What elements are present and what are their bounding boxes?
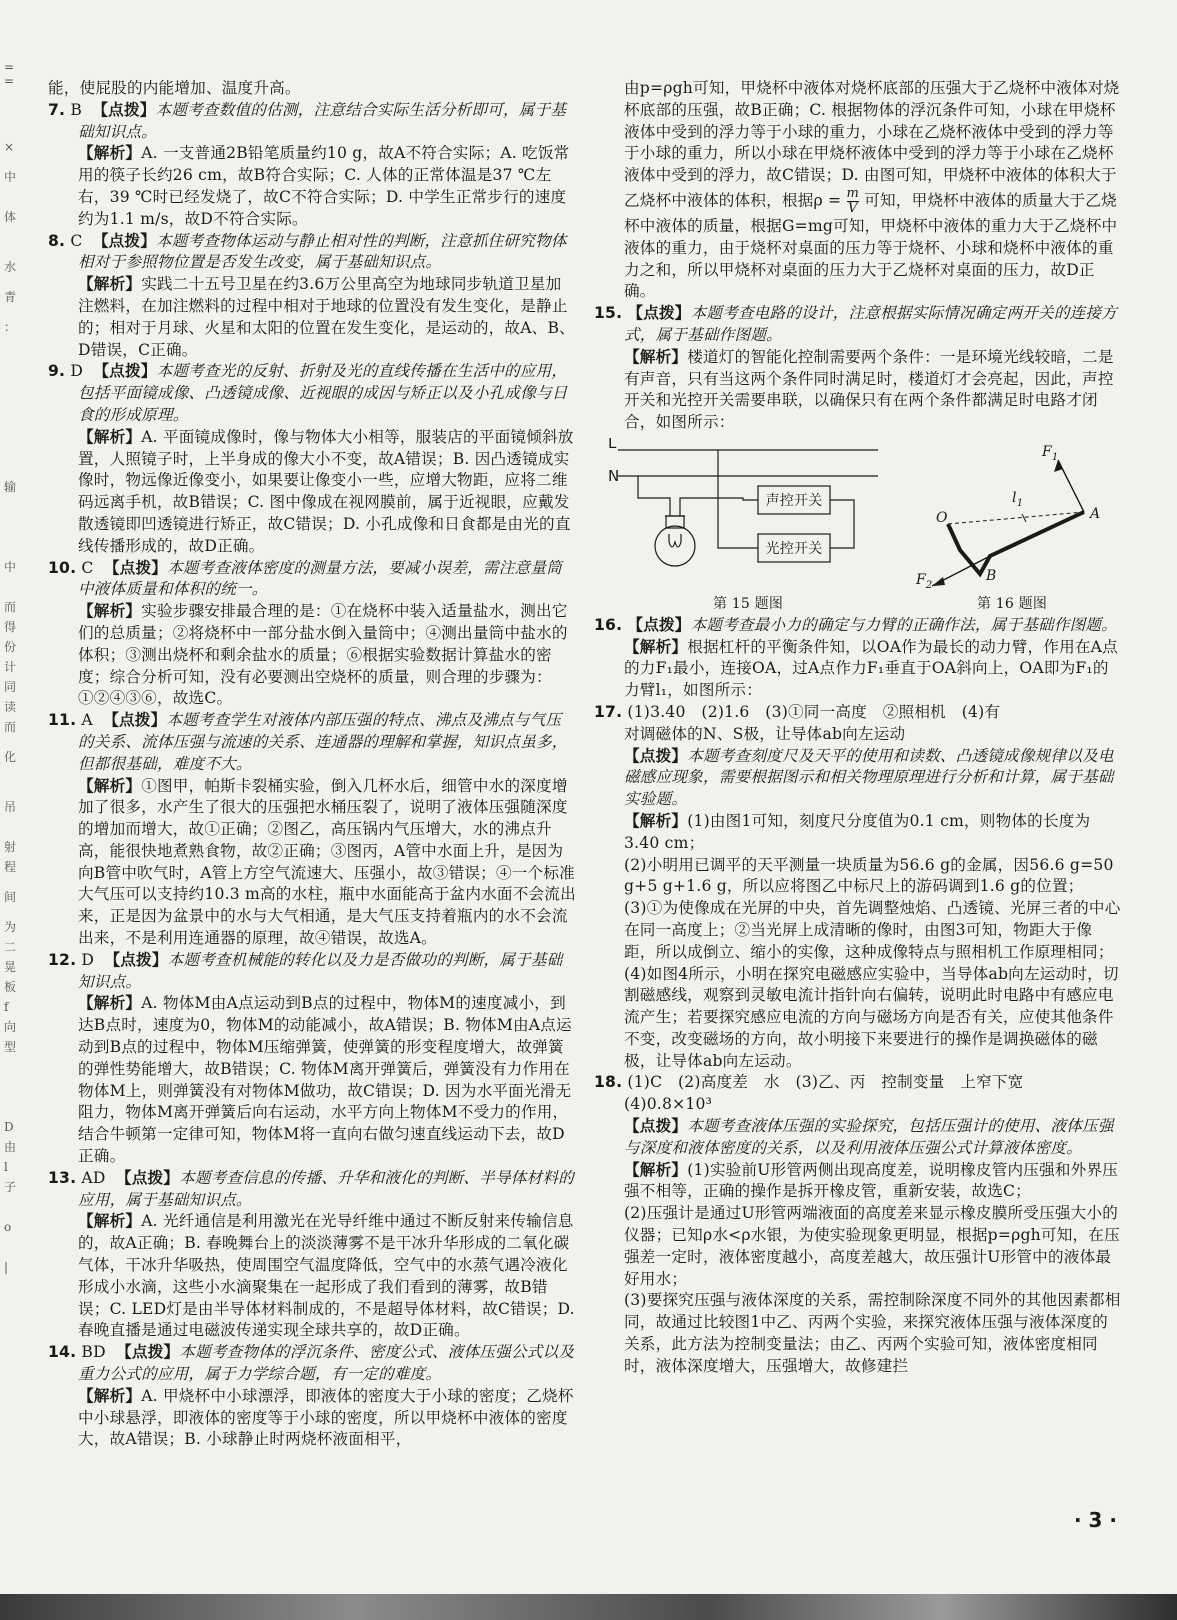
analysis-7: 【解析】A. 一支普通2B铅笔质量约10 g，故A不符合实际；A. 吃饭常用的筷子长约26 cm，故B符合实际；C. 人体的正常体温是37 ℃左右，39 ℃时已经发烧了，故C不符合实际；D. 中学生正常步行的速度约为1.1 m/s，故D不符合实际。 [78,144,570,228]
analysis-18-p3: (3)要探究压强与液体深度的关系，需控制除深度不同外的其他因素都相同，故通过比较图1中乙、丙两个实验，来探究液体压强与液体深度的关系，此方法为控制变量法；由乙、丙两个实验可知，液体密度相同时，液体深度增大，压强增大，故修建拦 [624,1291,1121,1375]
figure-15 [608,438,888,613]
question-16: 16. 【点拨】本题考查最小力的确定与力臂的正确作法，属于基础作图题。 [594,615,1118,634]
analysis-17-p4: (4)如图4所示，小明在探究电磁感应实验中，当导体ab向左运动时，切割磁感线，观察到灵敏电流计指针向右偏转，说明此时电路中有感应电流产生；若要探究感应电流的方向与磁场方向是否有关，应使其他条件不变，改变磁场的方向，故小明接下来要进行的操作是调换磁体的磁极，让导体ab向左运动。 [624,964,1119,1070]
analysis-17: 【解析】(1)由图1可知，刻度尺分度值为0.1 cm，则物体的长度为3.40 cm； [624,811,1091,852]
question-8: 8. C 【点拨】本题考查物体运动与静止相对性的判断，注意抓住研究物体相对于参照物位置是否发生改变，属于基础知识点。 [48,231,567,272]
left-column [48,78,576,1451]
binding-margin-strip [0,60,38,1580]
lamp-wire-left [638,476,670,516]
density-fraction: $\frac{m}{V}$ [846,185,860,216]
margin-glyph: 为 [4,920,17,934]
lamp-wire-top [680,498,758,516]
analysis-13: 【解析】A. 光纤通信是利用激光在光导纤维中通过不断反射来传输信息的，故A正确；B. 春晚舞台上的淡淡薄雾不是干冰升华形成的二氧化碳气体，干冰升华吸热，使周围空气温度降低，空气中的水蒸气遇冷液化形成小水滴，这些小水滴聚集在一起形成了我们看到的薄雾，故B错误；C. LED灯是由半导体材料制成的，不是超导体材料，故C错误；D. 春晚直播是通过电磁波传递实现全球共享的，故D正确。 [78,1212,575,1340]
analysis-16: 【解析】根据杠杆的平衡条件知，以OA作为最长的动力臂，作用在A点的力F₁最小，连接OA，过A点作力F₁垂直于OA斜向上，OA即为F₁的力臂l₁，如图所示： [624,637,1118,700]
question-15: 15. 【点拨】本题考查电路的设计，注意根据实际情况确定两开关的连接方式，属于基础作图题。 [594,304,1118,344]
series-link-wire [830,500,854,548]
analysis-8: 【解析】实践二十五号卫星在约3.6万公里高空为地球同步轨道卫星加注燃料，在加注燃料的过程中相对于地球的位置没有发生变化，是静止的；相对于月球、火星和太阳的位置在发生变化，是运动的，故A、B、D错误，C正确。 [78,275,575,359]
question-14: 14. BD 【点拨】本题考查物体的浮沉条件、密度公式、液体压强公式以及重力公式的应用，属于力学综合题，有一定的难度。 [48,1343,575,1384]
intro-line: 能，使屁股的内能增加、温度升高。 [48,79,301,97]
margin-glyph: 间 [4,890,17,904]
figure-16-caption: 第 16 题图 [976,595,1048,612]
margin-glyph: | [4,1260,9,1274]
question-18: 18. (1)C (2)高度差 水 (3)乙、丙 控制变量 上窄下宽 [594,1073,1024,1092]
figure-16 [902,438,1122,613]
answer-18-line2: (4)0.8×10³ [624,1095,713,1114]
analysis-14-continued: 由p=ρgh可知，甲烧杯中液体对烧杯底部的压强大于乙烧杯中液体对烧杯底部的压强，故B正确；C. 根据物体的浮沉条件可知，小球在甲烧杯液体中受到的浮力等于小球的重力，小球在乙烧杯液体中受到的浮力等于小球的重力，所以小球在甲烧杯液体中受到的浮力等于小球在乙烧杯液体中受到的浮力，故C错误；D. 由图可知，甲烧杯中液体的体积大于乙烧杯中液体的体积，根据ρ = $\frac{m}{V}$ 可知，甲烧杯中液体的质量大于乙烧杯中液体的质量，根据G=mg可知，甲烧杯中液体的重力大于乙烧杯中液体的重力，由于烧杯对桌面的压力等于烧杯、小球和烧杯中液体的重力之和，所以甲烧杯对桌面的压力大于乙烧杯对桌面的压力，故D正确。 [624,79,1120,301]
hint-17: 【点拨】本题考查刻度尺及天平的使用和读数、凸透镜成像规律以及电磁感应现象，需要根据图示和相关物理原理进行分析和计算，属于基础实验题。 [624,746,1114,809]
question-11: 11. A 【点拨】本题考查学生对液体内部压强的特点、沸点及沸点与气压的关系、流体压强与流速的关系、连通器的理解和掌握，知识点虽多，但都很基础，难度不大。 [48,711,568,773]
lever-diagram [902,438,1112,588]
margin-glyph: 子 [4,1180,17,1194]
margin-glyph: 份 [4,640,17,654]
margin-glyph: = [4,60,15,74]
circuit-diagram [608,438,888,588]
margin-glyph: 中 [4,560,17,574]
margin-glyph: l [4,1160,8,1174]
label-L: L [608,437,617,452]
lever-body [948,512,1084,574]
lamp-bulb-icon [655,526,695,566]
f2-arrow-icon [932,577,945,586]
margin-glyph: 而 [4,600,17,614]
margin-glyph: 型 [4,1040,17,1054]
margin-glyph: D [4,1120,14,1134]
margin-glyph: 晃 [4,960,17,974]
margin-glyph: 射 [4,840,17,854]
hint-18: 【点拨】本题考查液体压强的实验探究，包括压强计的使用、液体压强与深度和液体密度的关系，以及利用液体压强公式计算液体密度。 [624,1117,1114,1157]
analysis-12: 【解析】A. 物体M由A点运动到B点的过程中，物体M的速度减小，到达B点时，速度为0，物体M的动能减小，故A错误；B. 物体M由A点运动到B点的过程中，物体M压缩弹簧，使弹簧的形变程度增大，故弹簧的弹性势能增大，故B错误；C. 物体M离开弹簧后，弹簧没有力作用在物体M上，则弹簧没有对物体M做功，故C错误；D. 因为水平面光滑无阻力，物体M离开弹簧后向右运动，水平方向上物体M不受力的作用，结合牛顿第一定律可知，物体M将一直向右做匀速直线运动下去，故D正确。 [78,994,572,1166]
margin-glyph: 青 [4,290,17,304]
analysis-15: 【解析】楼道灯的智能化控制需要两个条件：一是环境光线较暗，二是有声音，只有当这两个条件同时满足时，楼道灯才会亮起，因此，声控开关和光控开关需要串联，以确保只有在两个条件都满足时电路才闭合，如图所示： [624,347,1114,432]
margin-glyph: 中 [4,170,17,184]
margin-glyph: 计 [4,660,17,674]
page-number: · 3 · [1073,1508,1117,1532]
margin-glyph: 二 [4,940,17,954]
point-o-label: O [936,509,948,526]
analysis-14: 【解析】A. 甲烧杯中小球漂浮，即液体的密度大于小球的密度；乙烧杯中小球悬浮，即液体的密度等于小球的密度，所以甲烧杯中液体的密度大，故A错误；B. 小球静止时两烧杯液面相平， [78,1386,574,1449]
question-17: 17. (1)3.40 (2)1.6 (3)①同一高度 ②照相机 (4)有 [594,702,1001,721]
scan-bottom-edge [0,1594,1177,1620]
margin-glyph: 同 [4,680,17,694]
point-a-label: A [1090,505,1101,522]
analysis-9: 【解析】A. 平面镜成像时，像与物体大小相等，服装店的平面镜倾斜放置，人照镜子时，上半身成的像大小不变，故A错误；B. 因凸透镜成实像时，物远像近像变小，如果要让像变小一些，应增大物距，应将二维码远离手机，故B错误；C. 图中像成在视网膜前，属于近视眼，应戴发散透镜即凹透镜进行矫正，故C错误；D. 小孔成像和日食都是由光的直线传播形成的，故D正确。 [78,427,574,555]
question-10: 10. C 【点拨】本题考查液体密度的测量方法，要减小误差，需注意量筒中液体质量和体积的统一。 [48,558,562,599]
margin-glyph: 体 [4,210,17,224]
f1-label: $F_1$ [1042,443,1059,463]
margin-glyph: f [4,1000,9,1014]
f2-label: $F_2$ [916,571,933,588]
lamp-filament-icon [669,534,681,547]
margin-glyph: 化 [4,750,17,764]
analysis-17-p3: (3)①为使像成在光屏的中央，首先调整烛焰、凸透镜、光屏三者的中心在同一高度上；②当光屏上成清晰的像时，由图3可知，物距大于像距，所以成倒立、缩小的实像，这种成像特点与照相机工作原理相同； [624,899,1121,961]
margin-glyph: 读 [4,700,17,714]
l1-label: $l_1$ [1012,489,1024,509]
analysis-11: 【解析】①图甲，帕斯卡裂桶实验，倒入几杯水后，细管中水的深度增加了很多，水产生了很大的压强把水桶压裂了，说明了液体压强随深度的增加而增大，故①正确；②图乙，高压锅内气压增大，水的沸点升高，能很快地煮熟食物，故②正确；③图丙，A管中水面上升，是因为向B管中吹气时，A管上方空气流速大、压强小，故③错误；④一个标准大气压可以支持约10.3 m高的水柱，瓶中水面能高于盆内水面不会流出来，正是因为盆景中的水与大气相通，是大气压支持着瓶内的水不会流出来，不是利用连通器的原理，故④错误，故选A。 [78,776,576,948]
analysis-17-p2: (2)小明用已调平的天平测量一块质量为56.6 g的金属，因56.6 g=50 g+5 g+1.6 g，所以应将图乙中标尺上的游码调到1.6 g的位置； [624,855,1114,896]
point-b-label: B [986,567,997,584]
margin-glyph: 水 [4,260,17,274]
margin-glyph: 程 [4,860,17,874]
sound-switch-label: 声控开关 [765,492,823,509]
margin-glyph: 得 [4,620,17,634]
margin-glyph: 输 [4,480,17,494]
margin-glyph: 板 [4,980,17,994]
light-switch-label: 光控开关 [765,540,823,557]
live-wire-drop [718,450,758,548]
margin-glyph: ： [4,320,17,334]
margin-glyph: × [4,140,15,154]
margin-glyph: 向 [4,1020,17,1034]
figure-15-caption: 第 15 题图 [712,595,784,612]
label-N: N [608,466,620,485]
analysis-18: 【解析】(1)实验前U形管两侧出现高度差，说明橡皮管内压强和外界压强不相等，正确的操作是拆开橡皮管，重新安装，故选C； [624,1160,1119,1201]
right-angle-mark [1022,514,1026,522]
margin-glyph: 而 [4,720,17,734]
right-column [594,78,1122,1378]
margin-glyph: 由 [4,1140,17,1154]
question-13: 13. AD 【点拨】本题考查信息的传播、升华和液化的判断、半导体材料的应用，属于基础知识点。 [48,1168,574,1209]
analysis-10: 【解析】实验步骤安排最合理的是：①在烧杯中装入适量盐水，测出它们的总质量；②将烧杯中一部分盐水倒入量筒中；④测出量筒中盐水的体积；③测出烧杯和剩余盐水的质量；⑥根据实验数据计算盐水的密度；综合分析可知，没有必要测出空烧杯的质量，则合理的步骤为：①②④③⑥，故选C。 [78,602,568,708]
figure-row [594,438,1122,613]
analysis-18-p2: (2)压强计是通过U形管两端液面的高度差来显示橡皮膜所受压强大小的仪器；已知ρ水<ρ水银，为使实验现象更明显，根据p=ρgh可知，在压强差一定时，液体密度越小，高度差越大，故压强计U形管中的液体最好用水； [624,1204,1120,1288]
question-7: 7. B 【点拨】本题考查数值的估测，注意结合实际生活分析即可，属于基础知识点。 [48,100,567,141]
margin-glyph: 吊 [4,800,17,814]
question-12: 12. D 【点拨】本题考查机械能的转化以及力是否做功的判断，属于基础知识点。 [48,950,563,991]
margin-glyph: o [4,1220,12,1234]
answer-17-line2: 对调磁体的N、S极，让导体ab向左运动 [624,724,906,743]
margin-glyph: = [4,74,15,88]
question-9: 9. D 【点拨】本题考查光的反射、折射及光的直线传播在生活中的应用，包括平面镜成像、凸透镜成像、近视眼的成因与矫正以及小孔成像与日食的形成原理。 [48,362,568,424]
